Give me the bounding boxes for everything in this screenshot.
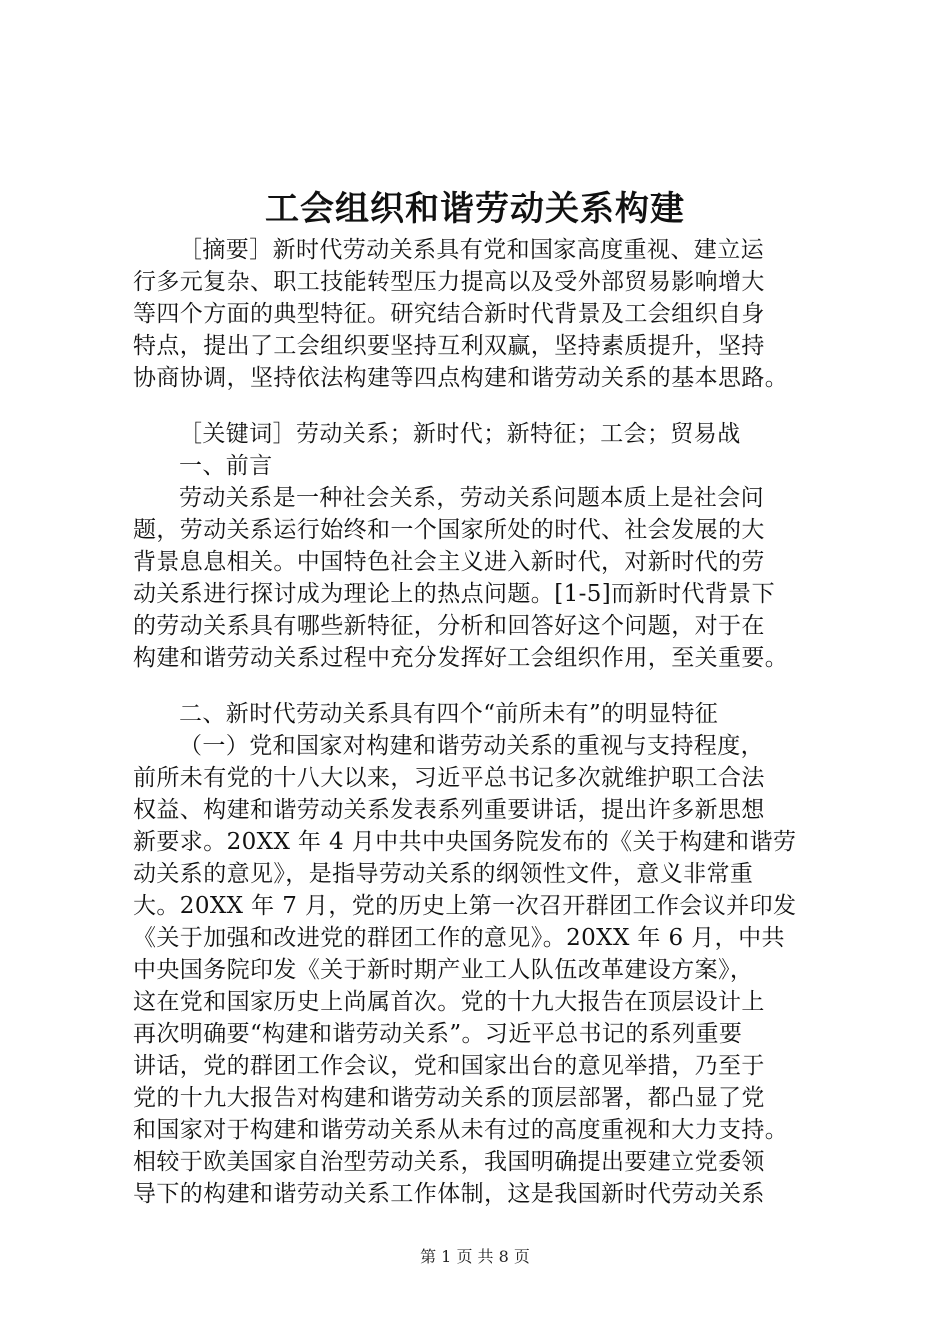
preface-line-4: 动关系进行探讨成为理论上的热点问题。[1-5]而新时代背景下	[133, 581, 775, 607]
paragraph-gap	[133, 394, 853, 418]
features-line-11: 讲话，党的群团工作会议，党和国家出台的意见举措，乃至于	[133, 1053, 765, 1079]
features-line-3: 权益、构建和谐劳动关系发表系列重要讲话，提出许多新思想	[133, 797, 765, 823]
section-heading-preface: 一、前言	[179, 453, 273, 479]
features-line-8: 中央国务院印发《关于新时期产业工人队伍改革建设方案》，	[133, 957, 754, 983]
abstract-line-3: 等四个方面的典型特征。研究结合新时代背景及工会组织自身	[133, 301, 765, 327]
abstract-line-1: ［摘要］新时代劳动关系具有党和国家高度重视、建立运	[179, 237, 764, 263]
abstract-line-5: 协商协调，坚持依法构建等四点构建和谐劳动关系的基本思路。	[133, 365, 789, 391]
document-title: 工会组织和谐劳动关系构建	[265, 189, 685, 229]
section-heading-features: 二、新时代劳动关系具有四个“前所未有”的明显特征	[179, 701, 719, 727]
preface-line-2: 题，劳动关系运行始终和一个国家所处的时代、社会发展的大	[133, 517, 765, 543]
preface-line-1: 劳动关系是一种社会关系，劳动关系问题本质上是社会问	[179, 485, 764, 511]
features-line-12: 党的十九大报告对构建和谐劳动关系的顶层部署，都凸显了党	[133, 1085, 765, 1111]
features-line-7: 《关于加强和改进党的群团工作的意见》。20XX 年 6 月，中共	[133, 925, 785, 951]
preface-line-6: 构建和谐劳动关系过程中充分发挥好工会组织作用，至关重要。	[133, 645, 789, 671]
abstract-line-4: 特点，提出了工会组织要坚持互利双赢，坚持素质提升，坚持	[133, 333, 765, 359]
features-line-13: 和国家对于构建和谐劳动关系从未有过的高度重视和大力支持。	[133, 1117, 789, 1143]
preface-line-5: 的劳动关系具有哪些新特征，分析和回答好这个问题，对于在	[133, 613, 765, 639]
features-line-6: 大。20XX 年 7 月，党的历史上第一次召开群团工作会议并印发	[133, 893, 797, 919]
keywords-line: ［关键词］劳动关系；新时代；新特征；工会；贸易战	[179, 421, 741, 447]
document-body	[133, 234, 853, 1210]
features-line-4: 新要求。20XX 年 4 月中共中央国务院发布的《关于构建和谐劳	[133, 829, 797, 855]
paragraph-gap	[133, 674, 853, 698]
abstract-line-2: 行多元复杂、职工技能转型压力提高以及受外部贸易影响增大	[133, 269, 765, 295]
preface-line-3: 背景息息相关。中国特色社会主义进入新时代，对新时代的劳	[133, 549, 765, 575]
features-line-14: 相较于欧美国家自治型劳动关系，我国明确提出要建立党委领	[133, 1149, 765, 1175]
features-line-2: 前所未有党的十八大以来，习近平总书记多次就维护职工合法	[133, 765, 765, 791]
features-line-10: 再次明确要“构建和谐劳动关系”。习近平总书记的系列重要	[133, 1021, 743, 1047]
page-number-footer: 第 1 页 共 8 页	[420, 1247, 530, 1266]
features-line-15: 导下的构建和谐劳动关系工作体制，这是我国新时代劳动关系	[133, 1181, 765, 1207]
features-line-5: 动关系的意见》，是指导劳动关系的纲领性文件，意义非常重	[133, 861, 754, 887]
features-line-1: （一）党和国家对构建和谐劳动关系的重视与支持程度，	[179, 733, 764, 759]
features-line-9: 这在党和国家历史上尚属首次。党的十九大报告在顶层设计上	[133, 989, 765, 1015]
